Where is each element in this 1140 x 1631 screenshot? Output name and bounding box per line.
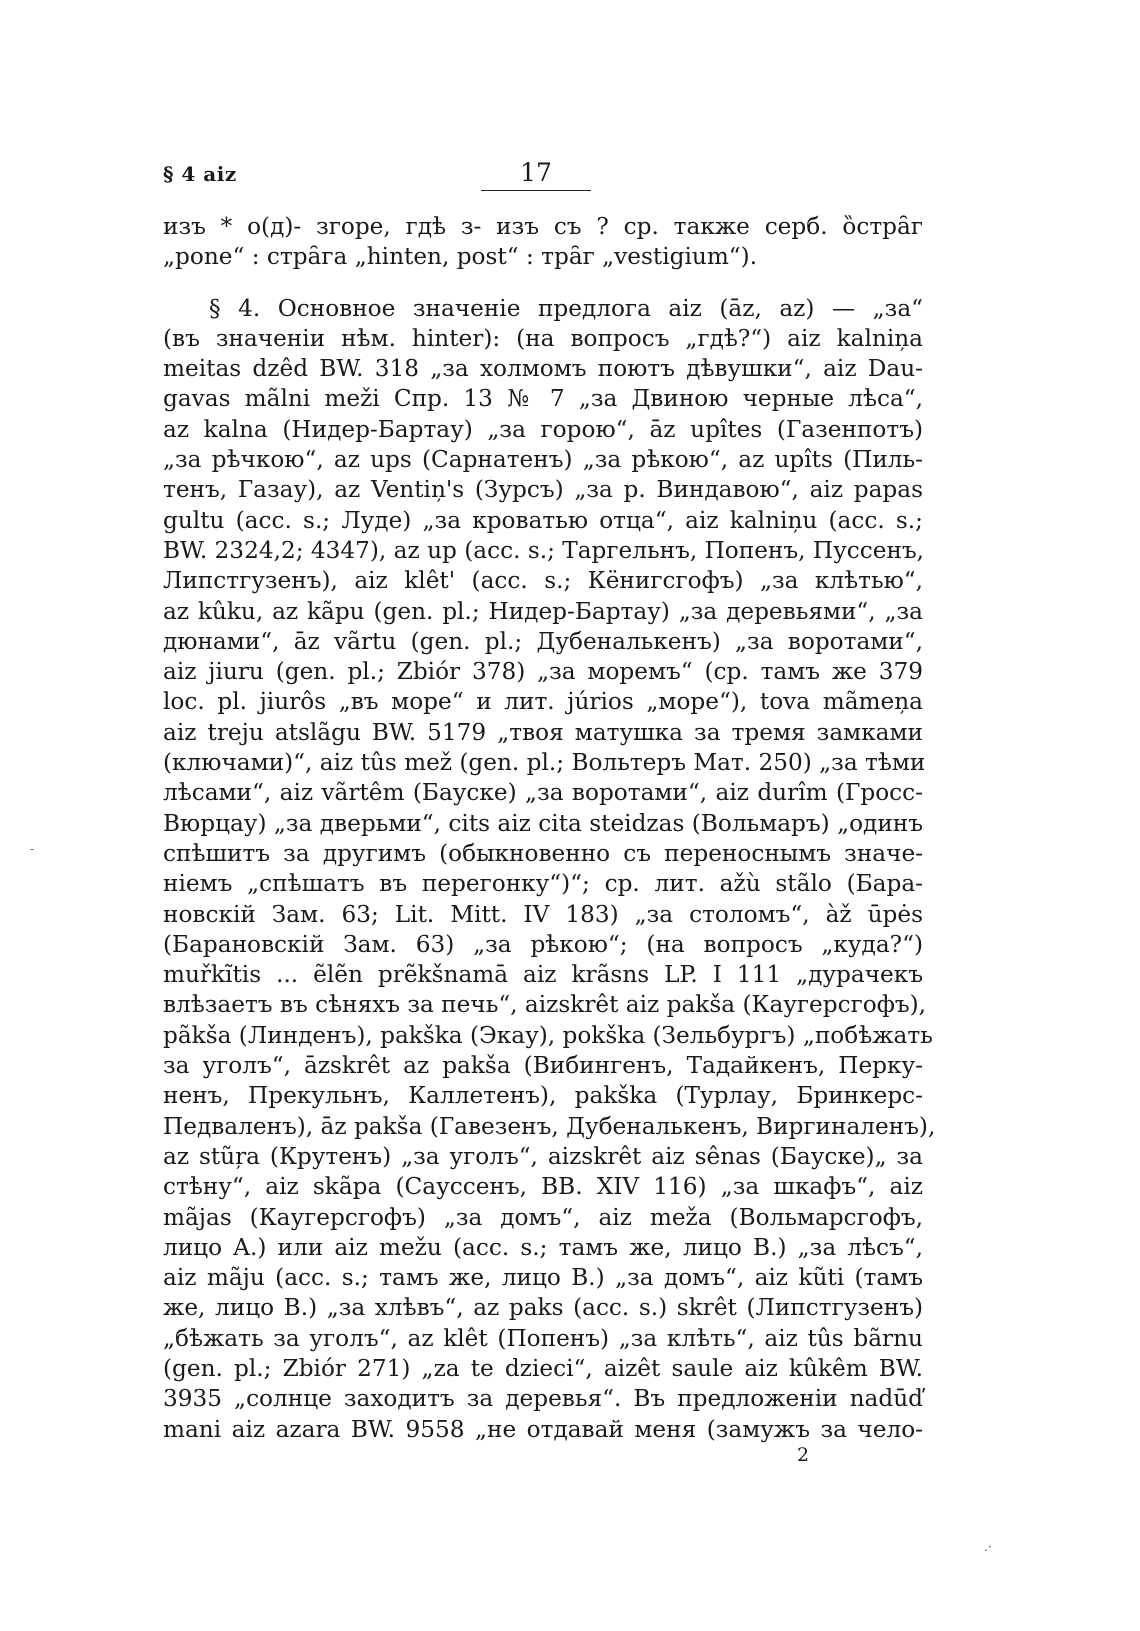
text-line: спѣшитъ за другимъ (обыкновенно съ переноснымъ значе- xyxy=(163,839,923,867)
text-line: „pone“ : стра̑га „hinten, post“ : тра̑г „vestigium“). xyxy=(163,243,758,271)
text-line: изъ * о(д)- згоре, гдѣ з- изъ съ ? ср. также серб. о̏стра̑г xyxy=(163,213,923,240)
scan-speck: - xyxy=(30,842,35,856)
paragraph-continuation xyxy=(163,212,923,273)
text-line: ненъ, Прекульнъ, Каллетенъ), pakška (Турлау, Бринкерс- xyxy=(163,1082,923,1110)
text-line: Вюрцау) „за дверьми“, cits aiz cita steidzas (Вольмаръ) „одинъ xyxy=(163,809,923,837)
running-head xyxy=(163,158,923,194)
text-line: az kalna (Нидер-Бартау) „за горою“, āz upîtes (Газенпотъ) xyxy=(163,415,923,443)
text-line: muřkĩtis ... ẽlẽn prẽkšnamā aiz krãsns LP. I 111 „дурачекъ xyxy=(163,961,923,989)
text-line: новскій Зам. 63; Lit. Mitt. IV 183) „за столомъ“, àž ūpės xyxy=(163,900,923,928)
text-line: az kûku, az kãpu (gen. pl.; Нидер-Бартау) „за деревьями“, „за xyxy=(163,597,923,625)
text-line: (въ значеніи нѣм. hinter): (на вопросъ „гдѣ?“) aiz kalniņa xyxy=(163,324,923,352)
text-line: тенъ, Газау), az Ventiņ's (Зурсъ) „за р. Виндавою“, aiz papas xyxy=(163,476,923,504)
text-line: (Барановскій Зам. 63) „за рѣкою“; (на вопросъ „куда?“) xyxy=(163,930,923,958)
text-line: gultu (acc. s.; Луде) „за кроватью отца“, aiz kalniņu (acc. s.; xyxy=(163,506,923,534)
section-reference: § 4 aiz xyxy=(163,162,237,186)
text-line: лицо A.) или aiz mežu (acc. s.; тамъ же, лицо B.) „за лѣсъ“, xyxy=(163,1233,923,1261)
text-line: Педваленъ), āz pakša (Гавезенъ, Дубеналькенъ, Виргиналенъ), xyxy=(163,1112,936,1140)
body-text xyxy=(163,212,936,1445)
text-line: aiz mãju (acc. s.; тамъ же, лицо B.) „за домъ“, aiz kũti (тамъ xyxy=(163,1264,923,1292)
text-line: BW. 2324,2; 4347), az up (acc. s.; Таргельнъ, Попенъ, Пуссенъ, xyxy=(163,536,925,564)
text-line: (ключами)“, aiz tûs mež (gen. pl.; Вольтеръ Мат. 250) „за тѣми xyxy=(163,749,926,777)
text-line: же, лицо B.) „за хлѣвъ“, az paks (acc. s.) skrêt (Липстгузенъ) xyxy=(163,1294,923,1322)
text-line: (gen. pl.; Zbiór 271) „za te dzieci“, aizêt saule aiz kûkêm BW. xyxy=(163,1354,923,1382)
paragraph-gap xyxy=(163,273,923,294)
text-line: meitas dzêd BW. 318 „за холмомъ поютъ дѣвушки“, aiz Dau- xyxy=(163,355,923,383)
scan-speck: .· xyxy=(984,1540,992,1554)
text-line: „бѣжать за уголъ“, az klêt (Попенъ) „за клѣть“, aiz tûs bãrnu xyxy=(163,1324,923,1352)
text-line: mani aiz azara BW. 9558 „не отдавай меня (замужъ за чело- xyxy=(163,1415,923,1443)
text-line: gavas mãlni meži Спр. 13 № 7 „за Двиною черные лѣса“, xyxy=(163,385,923,413)
text-line: aiz treju atslãgu BW. 5179 „твоя матушка за тремя замками xyxy=(163,718,923,746)
text-line: лѣсами“, aiz vãrtêm (Бауске) „за воротами“, aiz durîm (Гросс- xyxy=(163,779,923,807)
text-line: mãjas (Каугерсгофъ) „за домъ“, aiz meža (Вольмарсгофъ, xyxy=(163,1203,923,1231)
text-line: az stũŗa (Крутенъ) „за уголъ“, aizskrêt aiz sênas (Бауске)„ за xyxy=(163,1142,923,1170)
text-line: „за рѣчкою“, az ups (Сарнатенъ) „за рѣкою“, az upîts (Пиль- xyxy=(163,446,923,474)
text-line: loc. pl. jiurôs „въ море“ и лит. júrios „море“), tova mãmeņa xyxy=(163,688,923,716)
text-line: ніемъ „спѣшатъ въ перегонку“)“; ср. лит. ažù stãlo (Бара- xyxy=(163,870,923,898)
signature-mark: 2 xyxy=(797,1444,810,1466)
text-line: дюнами“, āz vãrtu (gen. pl.; Дубеналькенъ) „за воротами“, xyxy=(163,627,923,655)
text-line: 3935 „солнце заходитъ за деревья“. Въ предложеніи nadūď xyxy=(163,1385,923,1413)
text-line: aiz jiuru (gen. pl.; Zbiór 378) „за моремъ“ (ср. тамъ же 379 xyxy=(163,658,923,686)
text-line-indented: § 4. Основное значеніе предлога aiz (āz, az) — „за“ xyxy=(209,294,923,322)
page-number: 17 xyxy=(481,158,591,191)
paragraph-section-4 xyxy=(163,294,936,1445)
text-line: стѣну“, aiz skãpa (Сауссенъ, BB. XIV 116) „за шкафъ“, aiz xyxy=(163,1173,923,1201)
text-line: за уголъ“, āzskrêt az pakša (Вибингенъ, Тадайкенъ, Перку- xyxy=(163,1052,923,1080)
text-line: Липстгузенъ), aiz klêt' (acc. s.; Кёнигсгофъ) „за клѣтью“, xyxy=(163,567,923,595)
text-line: влѣзаетъ въ сѣняхъ за печь“, aizskrêt aiz pakša (Каугерсгофъ), xyxy=(163,991,927,1019)
text-line: pãkša (Линденъ), pakška (Экау), pokška (Зельбургъ) „побѣжать xyxy=(163,1021,933,1049)
